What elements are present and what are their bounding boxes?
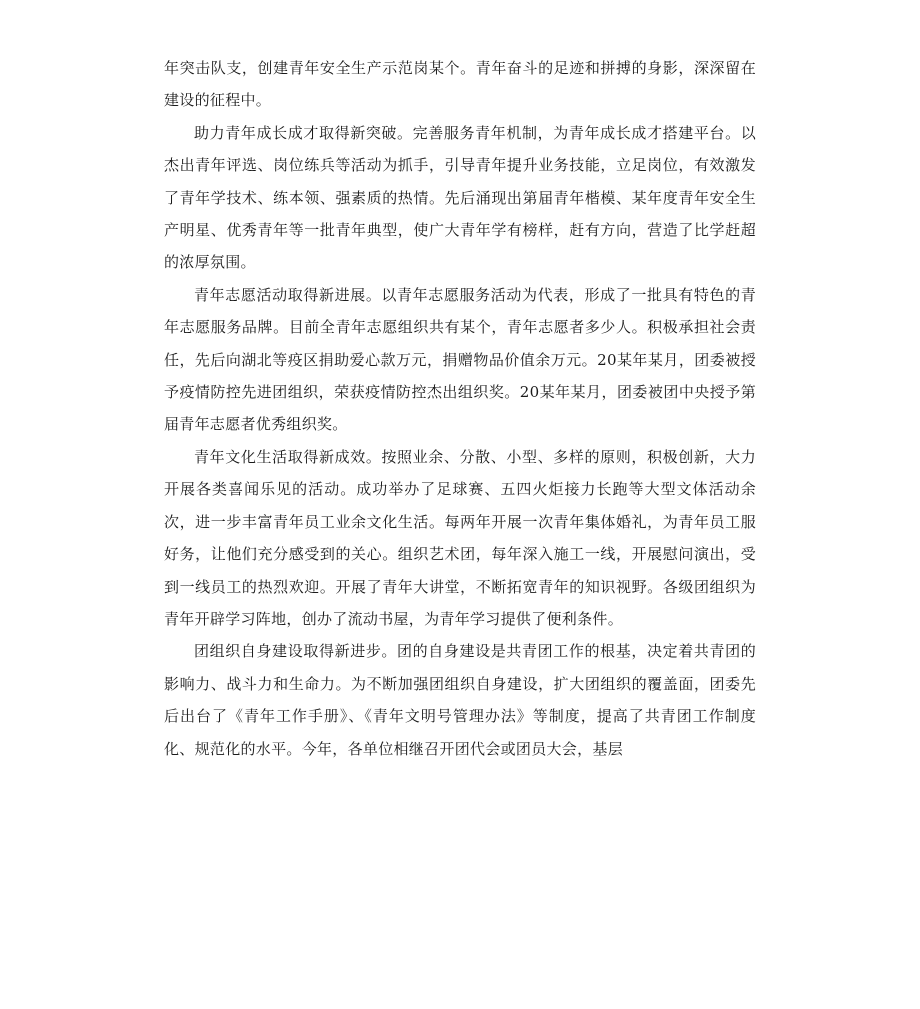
paragraph-2: 助力青年成长成才取得新突破。完善服务青年机制，为青年成长成才搭建平台。以杰出青年评选、岗位练兵等活动为抓手，引导青年提升业务技能，立足岗位，有效激发了青年学技术、练本领、强素质的热情。先后涌现出第届青年楷模、某年度青年安全生产明星、优秀青年等一批青年典型，使广大青年学有榜样，赶有方向，营造了比学赶超的浓厚氛围。 [164,123,756,272]
document-page [164,52,756,765]
paragraph-3: 青年志愿活动取得新进展。以青年志愿服务活动为代表，形成了一批具有特色的青年志愿服务品牌。目前全青年志愿组织共有某个，青年志愿者多少人。积极承担社会责任，先后向湖北等疫区捐助爱心款万元，捐赠物品价值余万元。20某年某月，团委被授予疫情防控先进团组织，荣获疫情防控杰出组织奖。20某年某月，团委被团中央授予第届青年志愿者优秀组织奖。 [164,285,756,434]
paragraph-4: 青年文化生活取得新成效。按照业余、分散、小型、多样的原则，积极创新，大力开展各类喜闻乐见的活动。成功举办了足球赛、五四火炬接力长跑等大型文体活动余次，进一步丰富青年员工业余文化生活。每两年开展一次青年集体婚礼，为青年员工服好务，让他们充分感受到的关心。组织艺术团，每年深入施工一线，开展慰问演出，受到一线员工的热烈欢迎。开展了青年大讲堂，不断拓宽青年的知识视野。各级团组织为青年开辟学习阵地，创办了流动书屋，为青年学习提供了便利条件。 [164,447,756,628]
paragraph-1: 年突击队支，创建青年安全生产示范岗某个。青年奋斗的足迹和拼搏的身影，深深留在建设的征程中。 [164,59,756,110]
paragraph-5: 团组织自身建设取得新进步。团的自身建设是共青团工作的根基，决定着共青团的影响力、战斗力和生命力。为不断加强团组织自身建设，扩大团组织的覆盖面，团委先后出台了《青年工作手册》、《青年文明号管理办法》等制度，提高了共青团工作制度化、规范化的水平。今年，各单位相继召开团代会或团员大会，基层 [164,642,756,758]
